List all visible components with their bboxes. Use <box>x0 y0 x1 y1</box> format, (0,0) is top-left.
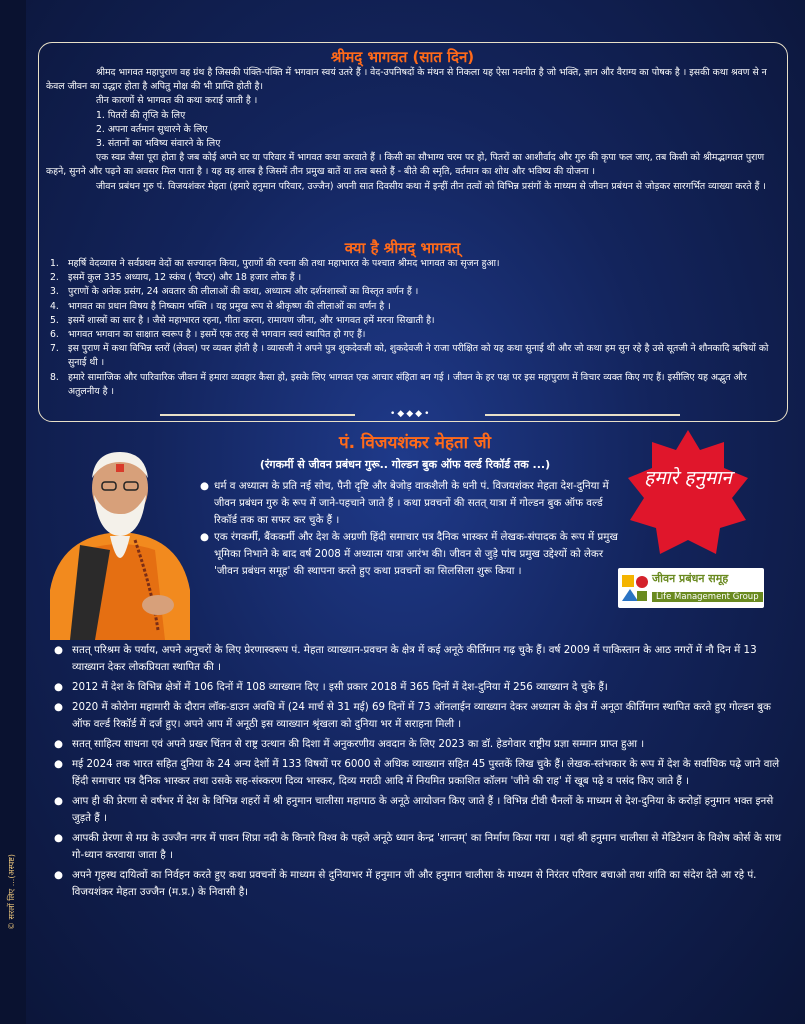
divider-dots: •◆◆◆• <box>390 409 432 419</box>
section1-body <box>46 66 776 194</box>
reasons-intro: तीन कारणों से भागवत की कथा कराई जाती है । <box>96 95 258 107</box>
item-number: 4. <box>50 300 59 312</box>
item-number: 6. <box>50 329 59 341</box>
list-item <box>50 300 770 314</box>
divider-line <box>160 414 355 416</box>
bullet-item: ● मई 2024 तक भारत सहित दुनिया के 24 अन्य देशों में 133 विषयों पर 6000 से अधिक व्याख्यान सहित 45 पुस्तकें लिख चुके हैं। लेखक-स्तंभकार के रूप में देश के सर्वाधिक पढ़े जाने वाले हिंदी समाचार पत्र दैनिक भास्कर तथा उसके सह-संस्करण दिव्य भास्कर, दिव्य मराठी आदि में नियमित प्रकाशित कॉलम 'जीने की राह' में खूब पढ़े व पसंद किए जाते हैं । <box>54 756 782 790</box>
bullet-item: ● धर्म व अध्यात्म के प्रति नई सोच, पैनी दृष्टि और बेजोड़ वाकशैली के धनी पं. विजयशंकर मेहता देश-दुनिया में जीवन प्रबंधन गुरु के रूप में जाने-पहचाने जाते हैं । कथा प्रवचनों की सतत् यात्रा में गोल्डन बुक ऑफ वर्ल्ड रिकॉर्ड तक का सफर कर चुके हैं । <box>200 478 620 529</box>
item-text: पुराणों के अनेक प्रसंग, 24 अवतार की लीलाओं की कथा, अध्यात्म और दर्शनशास्त्रों का विस्तृत वर्णन हैं । <box>68 286 419 298</box>
divider-line <box>485 414 680 416</box>
bullet-text: सतत् साहित्य साधना एवं अपने प्रखर चिंतन से राष्ट्र उत्थान की दिशा में अनुकरणीय अवदान के लिए 2023 का डॉ. हेडगेवार राष्ट्रीय प्रज्ञा सम्मान प्राप्त हुआ । <box>72 738 645 750</box>
bullet-item: ● 2020 में कोरोना महामारी के दौरान लॉक-डाउन अवधि में (24 मार्च से 31 मई) 69 दिनों में 73 ऑनलाईन व्याख्यान देकर अध्यात्म के क्षेत्र में अनूठा कीर्तिमान स्थापित करते हुए गोल्डन बुक ऑफ वर्ल्ड रिकॉर्ड में दर्ज हुए। अपने आप में अनूठी इस व्याख्यान श्रृंखला को दुनिया भर में सराहना मिली । <box>54 699 782 733</box>
item-text: महर्षि वेदव्यास ने सर्वप्रथम वेदों का सज्यादन किया, पुराणों की रचना की तथा महाभारत के पश्चात श्रीमद भागवत का सृजन हुआ। <box>68 258 500 269</box>
bullet-text: 2012 में देश के विभिन्न क्षेत्रों में 106 दिनों में 108 व्याख्यान दिए । इसी प्रकार 2018 में 365 दिनों में देश-दुनिया में 256 व्याख्यान दे चुके हैं। <box>72 681 608 693</box>
item-number: 2. <box>50 272 59 284</box>
list-item <box>50 285 770 299</box>
reason-item: 1. पितरों की तृप्ति के लिए <box>96 109 186 121</box>
section2-list <box>50 257 770 399</box>
section1-para1: श्रीमद भागवत महापुराण वह ग्रंथ है जिसकी पंक्ति-पंक्ति में भगवान स्वयं उतरे हैं । वेद-उपनिषदों के मंथन से निकला यह ऐसा नवनीत है जो भक्ति, ज्ञान और वैराग्य का पोषक है । इसकी कथा श्रवण से न केवल जीवन का उद्धार होता है अपितु मोक्ष की भी प्राप्ति होती है। <box>46 67 767 93</box>
section1-para2: एक स्वप्न जैसा पूरा होता है जब कोई अपने घर या परिवार में भागवत कथा करवाते हैं । किसी का सौभाग्य चरम पर हो, पितरों का आशीर्वाद और गुरु की कृपा फल जाए, तब किसी को श्रीमद्भागवत पुराण कहने, सुनने और पढ़ने का अवसर मिल पाता है । यह वह शास्त्र है जिसमें तीन प्रमुख बातें या तत्व बसते हैं - बीते की स्मृति, वर्तमान का शोध और भविष्य की योजना । <box>46 152 765 178</box>
bullet-text: आपकी प्रेरणा से मप्र के उज्जैन नगर में पावन शिप्रा नदी के किनारे विश्व के पहले अनूठे ध्यान केन्द्र 'शान्तम्' का निर्माण किया गया । यहां श्री हनुमान चालीसा से मेडिटेशन के विशेष कोर्स के साथ गो-ध्यान करवाया जाता है । <box>72 832 782 861</box>
bullet-item: ● एक रंगकर्मी, बैंककर्मी और देश के अग्रणी हिंदी समाचार पत्र दैनिक भास्कर में लेखक-संपादक के रूप में प्रमुख भूमिका निभाने के बाद वर्ष 2008 में अध्यात्म यात्रा आरंभ की। जीवन से जुड़े पांच प्रमुख उद्देश्यों को लेकर 'जीवन प्रबंधन समूह' की स्थापना करते हुए कथा प्रवचनों का सिलसिला शुरू किया । <box>200 529 620 580</box>
side-credit: © सरलों लिए ...(अस्पष्ट) <box>7 853 16 930</box>
item-text: इसमें कुल 335 अध्याय, 12 स्कंध ( चैप्टर) और 18 हजार लोक हैं । <box>68 272 302 284</box>
item-text: भागवत भगवान का साक्षात स्वरूप है । इसमें एक तरह से भगवान स्वयं स्थापित हो गए हैं। <box>68 329 366 341</box>
bullet-text: 2020 में कोरोना महामारी के दौरान लॉक-डाउन अवधि में (24 मार्च से 31 मई) 69 दिनों में 73 ऑनलाईन व्याख्यान देकर अध्यात्म के क्षेत्र में अनूठा कीर्तिमान स्थापित करते हुए गोल्डन बुक ऑफ वर्ल्ड रिकॉर्ड में दर्ज हुए। अपने आप में अनूठी इस व्याख्यान श्रृंखला को दुनिया भर में सराहना मिली । <box>72 701 771 730</box>
list-item <box>50 257 770 271</box>
section1-title: श्रीमद् भागवत (सात दिन) <box>330 48 475 66</box>
bullet-text: धर्म व अध्यात्म के प्रति नई सोच, पैनी दृष्टि और बेजोड़ वाकशैली के धनी पं. विजयशंकर मेहता देश-दुनिया में जीवन प्रबंधन गुरु के रूप में जाने-पहचाने जाते हैं । कथा प्रवचनों की सतत् यात्रा में गोल्डन बुक ऑफ वर्ल्ड रिकॉर्ड तक का सफर कर चुके हैं । <box>214 480 609 526</box>
bullet-text: सतत् परिश्रम के पर्याय, अपने अनुचरों के लिए प्रेरणास्वरूप पं. मेहता व्याख्यान-प्रवचन के क्षेत्र में कई अनूठे कीर्तिमान गढ़ चुके हैं। वर्ष 2009 में पाकिस्तान के आठ नगरों में नौ दिन में 13 व्याख्यान देकर लोकप्रियता स्थापित की । <box>72 644 757 673</box>
bullet-text: एक रंगकर्मी, बैंककर्मी और देश के अग्रणी हिंदी समाचार पत्र दैनिक भास्कर में लेखक-संपादक के रूप में प्रमुख भूमिका निभाने के बाद वर्ष 2008 में अध्यात्म यात्रा आरंभ की। जीवन से जुड़े पांच प्रमुख उद्देश्यों को लेकर 'जीवन प्रबंधन समूह' की स्थापना करते हुए कथा प्रवचनों का सिलसिला शुरू किया । <box>214 531 618 577</box>
item-number: 1. <box>50 258 59 269</box>
list-item <box>50 371 770 399</box>
profile-subtitle: (रंगकर्मी से जीवन प्रबंधन गुरू.. गोल्डन बुक ऑफ वर्ल्ड रिकॉर्ड तक ...) <box>259 458 551 471</box>
bullet-item: ● 2012 में देश के विभिन्न क्षेत्रों में 106 दिनों में 108 व्याख्यान दिए । इसी प्रकार 2018 में 365 दिनों में देश-दुनिया में 256 व्याख्यान दे चुके हैं। <box>54 679 782 696</box>
hamare-hanuman-emblem <box>626 428 750 560</box>
profile-photo <box>40 440 200 640</box>
reason-item: 2. अपना वर्तमान सुधारने के लिए <box>96 123 208 135</box>
profile-name: पं. विजयशंकर मेहता जी <box>338 433 492 453</box>
list-item <box>50 342 770 370</box>
item-number: 7. <box>50 343 59 355</box>
item-number: 8. <box>50 371 59 383</box>
bullet-item: ● अपने गृहस्थ दायित्वों का निर्वहन करते हुए कथा प्रवचनों के माध्यम से दुनियाभर में हनुमान जी और हनुमान चालीसा के माध्यम से निरंतर परिवार बचाओ तथा शांति का संदेश देते आ रहे पं. विजयशंकर मेहता उज्जैन (म.प्र.) के निवासी है। <box>54 867 782 901</box>
logo-hindi: जीवन प्रबंधन समूह <box>652 572 729 585</box>
item-number: 3. <box>50 286 59 298</box>
bullet-item: ● आपकी प्रेरणा से मप्र के उज्जैन नगर में पावन शिप्रा नदी के किनारे विश्व के पहले अनूठे ध्यान केन्द्र 'शान्तम्' का निर्माण किया गया । यहां श्री हनुमान चालीसा से मेडिटेशन के विशेष कोर्स के साथ गो-ध्यान करवाया जाता है । <box>54 830 782 864</box>
bullet-item: ● सतत् परिश्रम के पर्याय, अपने अनुचरों के लिए प्रेरणास्वरूप पं. मेहता व्याख्यान-प्रवचन के क्षेत्र में कई अनूठे कीर्तिमान गढ़ चुके हैं। वर्ष 2009 में पाकिस्तान के आठ नगरों में नौ दिन में 13 व्याख्यान देकर लोकप्रियता स्थापित की । <box>54 642 782 676</box>
list-item <box>50 271 770 285</box>
emblem-text: हमारे हनुमान <box>644 467 732 489</box>
section2-title: क्या है श्रीमद् भागवत् <box>344 239 461 257</box>
bullet-text: अपने गृहस्थ दायित्वों का निर्वहन करते हुए कथा प्रवचनों के माध्यम से दुनियाभर में हनुमान जी और हनुमान चालीसा के माध्यम से निरंतर परिवार बचाओ तथा शांति का संदेश देते आ रहे पं. विजयशंकर मेहता उज्जैन (म.प्र.) के निवासी है। <box>72 869 757 898</box>
list-item <box>50 314 770 328</box>
logo-english: Life Management Group <box>652 592 763 602</box>
section1-para3: जीवन प्रबंधन गुरु पं. विजयशंकर मेहता (हमारे हनुमान परिवार, उज्जैन) अपनी सात दिवसीय कथा में इन्हीं तीन तत्वों को विभिन्न प्रसंगों के माध्यम से जीवन प्रबंधन से जोड़कर सारगर्भित व्याख्या करते हैं । <box>96 180 766 192</box>
reason-item: 3. संतानों का भविष्य संवारने के लिए <box>96 138 221 150</box>
bullet-text: आप ही की प्रेरणा से वर्षभर में देश के विभिन्न शहरों में श्री हनुमान चालीसा महापाठ के अनूठे आयोजन किए जाते हैं । विभिन्न टीवी चैनलों के माध्यम से देश-दुनिया के करोड़ों हनुमान भक्त इनसे जुड़ते हैं । <box>72 795 774 824</box>
list-item <box>50 328 770 342</box>
item-number: 5. <box>50 314 59 326</box>
item-text: भागवत का प्रधान विषय है निष्काम भक्ति । यह प्रमुख रूप से श्रीकृष्ण की लीलाओं का वर्णन है । <box>68 300 391 312</box>
profile-bullets-top <box>200 478 620 580</box>
item-text: इसमें शास्त्रों का सार है । जैसे महाभारत रहना, गीता करना, रामायण जीना, और भागवत हमें मरना सिखाती है। <box>68 314 435 326</box>
bullet-text: मई 2024 तक भारत सहित दुनिया के 24 अन्य देशों में 133 विषयों पर 6000 से अधिक व्याख्यान सहित 45 पुस्तकें लिख चुके हैं। लेखक-स्तंभकार के रूप में देश के सर्वाधिक पढ़े जाने वाले हिंदी समाचार पत्र दैनिक भास्कर तथा उसके सह-संस्करण दिव्य भास्कर, दिव्य मराठी आदि में नियमित प्रकाशित कॉलम 'जीने की राह' में खूब पढ़े व पसंद किए जाते हैं । <box>72 758 780 787</box>
life-management-logo <box>618 568 764 608</box>
item-text: हमारे सामाजिक और पारिवारिक जीवन में हमारा व्यवहार कैसा हो, इसके लिए भागवत एक आचार संहिता बन गई । जीवन के हर पक्ष पर इस महापुराण में विचार व्यक्त किए गए हैं। इसीलिए यह अद्भुत और अतुलनीय है । <box>68 371 747 397</box>
ornament-divider <box>160 409 680 421</box>
item-text: इस पुराण में कथा विभिन्न स्तरों (लेवल) पर व्यक्त होती है । व्यासजी ने अपने पुत्र शुकदेवजी को, शुकदेवजी ने राजा परीक्षित को यह कथा सुनाई थी और जो कथा हम सुन रहे है उसे सूतजी ने शौनकादि ऋषियों को सुनाई थी । <box>68 343 769 369</box>
profile-bullets <box>54 642 782 904</box>
bullet-item: ● सतत् साहित्य साधना एवं अपने प्रखर चिंतन से राष्ट्र उत्थान की दिशा में अनुकरणीय अवदान के लिए 2023 का डॉ. हेडगेवार राष्ट्रीय प्रज्ञा सम्मान प्राप्त हुआ । <box>54 736 782 753</box>
bullet-item: ● आप ही की प्रेरणा से वर्षभर में देश के विभिन्न शहरों में श्री हनुमान चालीसा महापाठ के अनूठे आयोजन किए जाते हैं । विभिन्न टीवी चैनलों के माध्यम से देश-दुनिया के करोड़ों हनुमान भक्त इनसे जुड़ते हैं । <box>54 793 782 827</box>
